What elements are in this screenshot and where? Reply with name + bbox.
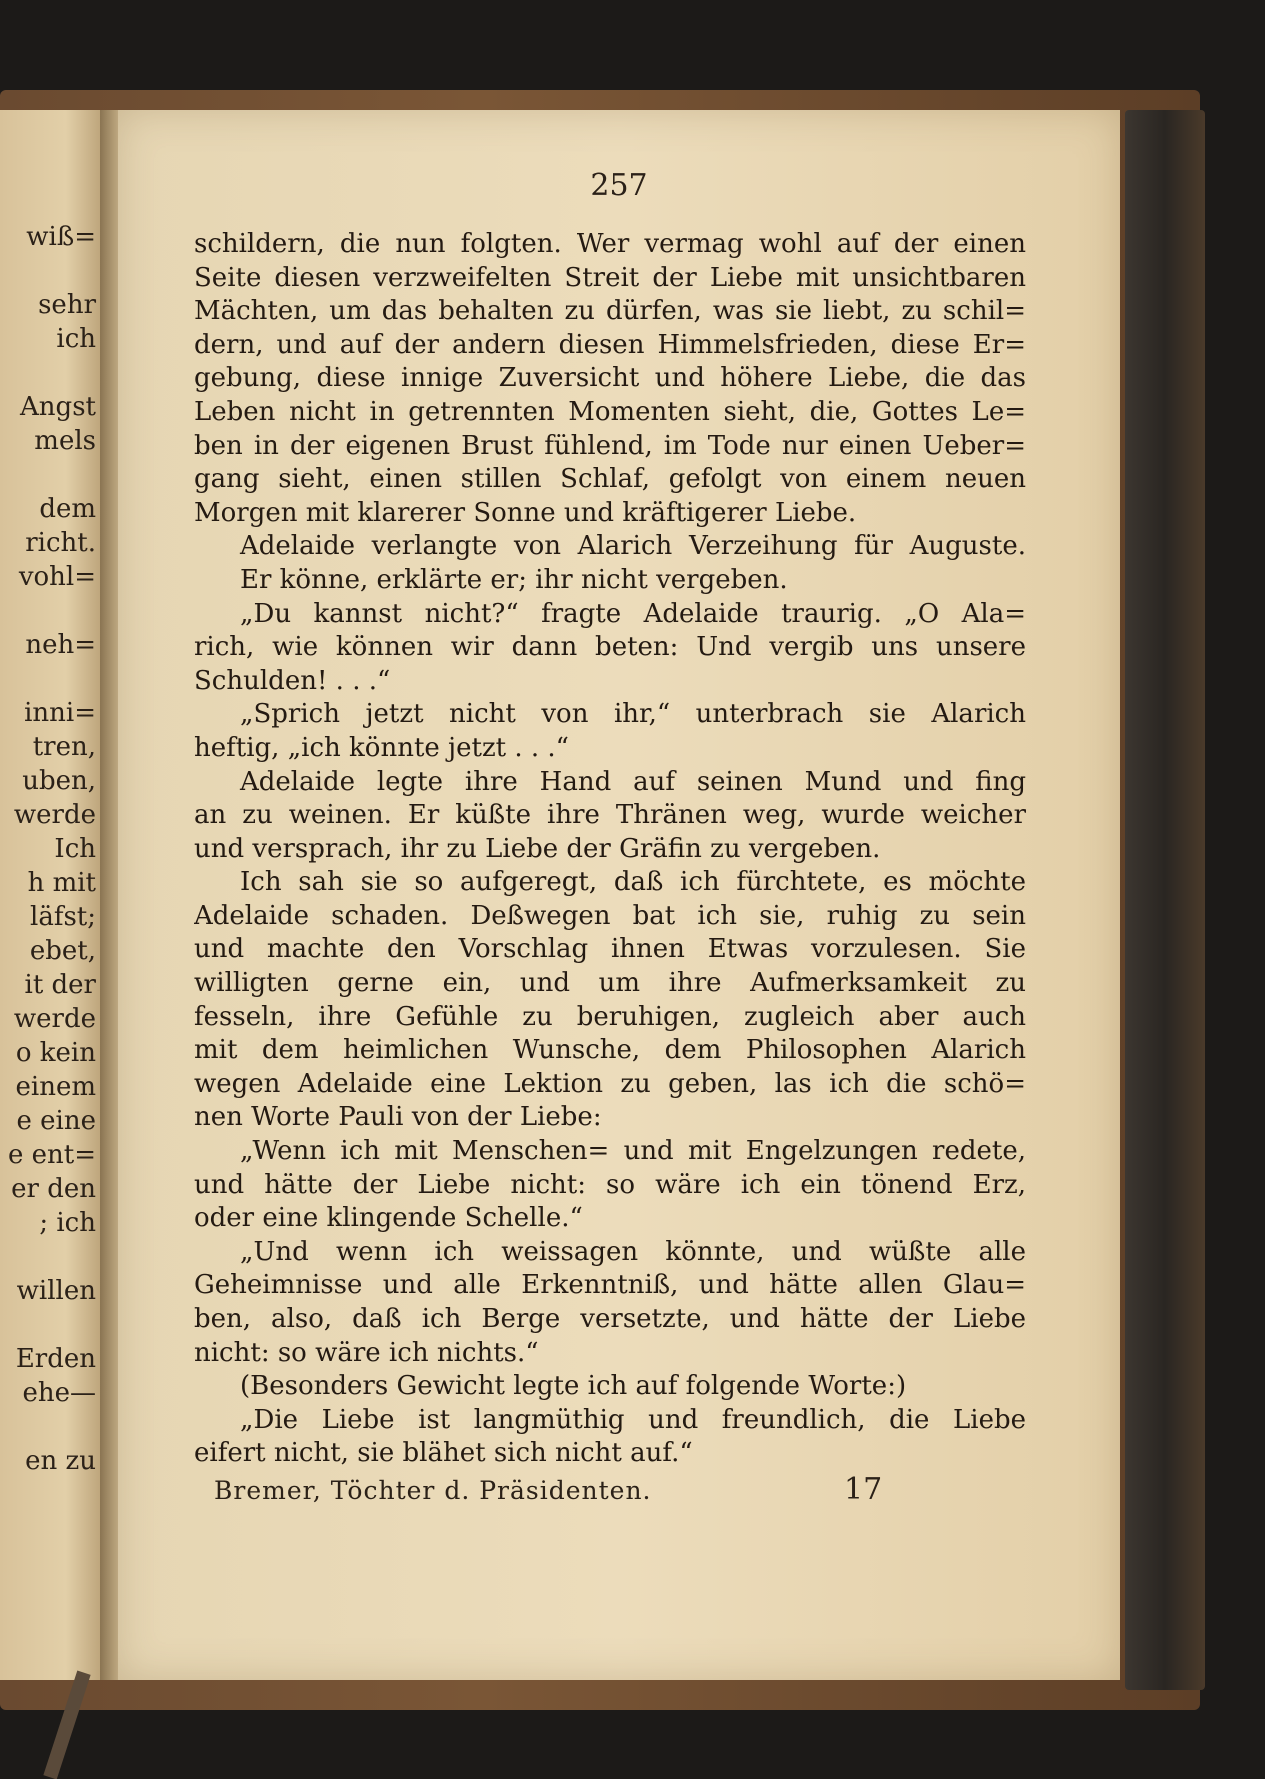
- text-line: dern, und auf der andern diesen Himmelsfrieden, diese Er=: [194, 329, 1026, 360]
- text-line: Adelaide schaden. Deßwegen bat ich sie, ruhig zu sein: [194, 900, 1026, 931]
- text-line: Schulden! . . .“: [194, 665, 391, 696]
- left-page-fragment: wiß=: [26, 222, 96, 252]
- text-line: (Besonders Gewicht legte ich auf folgende Worte:): [240, 1371, 907, 1402]
- text-line: eifert nicht, sie blähet sich nicht auf.“: [194, 1438, 693, 1469]
- left-page-fragment: er den: [11, 1174, 96, 1204]
- left-page-fragment: en zu: [25, 1446, 96, 1476]
- left-page-fragment: einem: [15, 1072, 96, 1102]
- text-line: „Die Liebe ist langmüthig und freundlich, die Liebe: [240, 1404, 1026, 1435]
- left-page-fragment: ; ich: [39, 1208, 96, 1238]
- text-line: und versprach, ihr zu Liebe der Gräfin zu vergeben.: [194, 833, 881, 864]
- left-page-fragment: [6, 254, 106, 288]
- left-page-fragment: Erden: [15, 1344, 96, 1374]
- text-line: Ich sah sie so aufgeregt, daß ich fürchtete, es möchte: [240, 867, 1026, 898]
- text-line: gang sieht, einen stillen Schlaf, gefolgt von einem neuen: [194, 464, 1026, 495]
- text-line: ben in der eigenen Brust fühlend, im Tode nur einen Ueber=: [194, 430, 1026, 461]
- left-page-fragment: e eine: [16, 1106, 96, 1136]
- text-line: „Du kannst nicht?“ fragte Adelaide traurig. „O Ala=: [240, 598, 1026, 629]
- text-line: Morgen mit klarerer Sonne und kräftigerer Liebe.: [194, 497, 857, 528]
- left-page-fragment: h mit: [27, 868, 96, 898]
- text-line: fesseln, ihre Gefühle zu beruhigen, zugleich aber auch: [194, 1001, 1026, 1032]
- text-line: „Sprich jetzt nicht von ihr,“ unterbrach sie Alarich: [240, 699, 1026, 730]
- left-page-fragment: richt.: [25, 528, 96, 558]
- text-line: „Und wenn ich weissagen könnte, und wüßte alle: [240, 1236, 1026, 1267]
- left-page-fragment: Ich: [54, 834, 96, 864]
- left-page-fragment: tren,: [32, 732, 96, 762]
- text-line: wegen Adelaide eine Lektion zu geben, las ich die schö=: [194, 1068, 1026, 1099]
- text-line: nicht: so wäre ich nichts.“: [194, 1337, 539, 1368]
- page-number: 257: [590, 168, 648, 203]
- left-page-fragment: o kein: [15, 1038, 96, 1068]
- text-line: Mächten, um das behalten zu dürfen, was sie liebt, zu schil=: [194, 296, 1026, 327]
- left-page-fragment: inni=: [24, 698, 96, 728]
- left-page-fragment: sehr: [38, 290, 96, 320]
- left-page-fragment: werde: [13, 1004, 96, 1034]
- left-page-fragment: [6, 662, 106, 696]
- left-page-fragment: [6, 458, 106, 492]
- text-line: an zu weinen. Er küßte ihre Thränen weg, wurde weicher: [194, 800, 1026, 831]
- text-line: Adelaide verlangte von Alarich Verzeihung für Auguste.: [240, 531, 1026, 562]
- left-page-fragment: [6, 594, 106, 628]
- text-line: mit dem heimlichen Wunsche, dem Philosophen Alarich: [194, 1035, 1026, 1066]
- left-page-fragment: [6, 1240, 106, 1274]
- left-page-fragment: werde: [13, 800, 96, 830]
- text-line: und machte den Vorschlag ihnen Etwas vorzulesen. Sie: [194, 934, 1026, 965]
- left-page-fragment: ich: [56, 324, 96, 354]
- right-page: [118, 110, 1120, 1680]
- text-line: und hätte der Liebe nicht: so wäre ich ein tönend Erz,: [194, 1169, 1026, 1200]
- text-line: nen Worte Pauli von der Liebe:: [194, 1102, 602, 1133]
- text-line: schildern, die nun folgten. Wer vermag wohl auf der einen: [194, 229, 1026, 259]
- text-line: heftig, „ich könnte jetzt . . .“: [194, 732, 569, 763]
- left-page: [0, 110, 110, 1680]
- left-page-fragment: uben,: [22, 766, 96, 796]
- cover-edge: [1125, 110, 1205, 1690]
- text-line: Leben nicht in getrennten Momenten sieht, die, Gottes Le=: [194, 396, 1026, 427]
- text-line: „Wenn ich mit Menschen= und mit Engelzungen redete,: [240, 1136, 1026, 1167]
- left-page-fragment: vohl=: [18, 562, 96, 592]
- left-page-fragment: [6, 356, 106, 390]
- text-line: willigten gerne ein, und um ihre Aufmerksamkeit zu: [194, 968, 1026, 999]
- left-page-fragment: willen: [16, 1276, 96, 1306]
- text-line: Seite diesen verzweifelten Streit der Liebe mit unsichtbaren: [194, 262, 1026, 293]
- text-line: oder eine klingende Schelle.“: [194, 1203, 583, 1234]
- left-page-fragment: Angst: [20, 392, 96, 422]
- left-page-text: [6, 220, 106, 1478]
- text-line: gebung, diese innige Zuversicht und höhere Liebe, die das: [194, 363, 1026, 394]
- left-page-fragment: ehe—: [22, 1378, 96, 1408]
- left-page-fragment: [6, 1410, 106, 1444]
- left-page-fragment: neh=: [25, 630, 96, 660]
- signature-mark: Bremer, Töchter d. Präsidenten.: [214, 1476, 652, 1505]
- signature-number: 17: [844, 1472, 883, 1507]
- left-page-fragment: mels: [34, 426, 96, 456]
- left-page-fragment: ebet,: [29, 936, 96, 966]
- text-line: rich, wie können wir dann beten: Und vergib uns unsere: [194, 632, 1026, 663]
- text-line: Adelaide legte ihre Hand auf seinen Mund und fing: [240, 766, 1026, 797]
- text-line: Geheimnisse und alle Erkenntniß, und hätte allen Glau=: [194, 1270, 1026, 1301]
- text-line: ben, also, daß ich Berge versetzte, und hätte der Liebe: [194, 1304, 1026, 1334]
- left-page-fragment: e ent=: [7, 1140, 96, 1170]
- left-page-fragment: [6, 1308, 106, 1342]
- left-page-fragment: it der: [24, 970, 96, 1000]
- page-body-text: [194, 228, 1026, 1471]
- text-line: Er könne, erklärte er; ihr nicht vergeben.: [240, 564, 788, 595]
- left-page-fragment: dem: [39, 494, 96, 524]
- left-page-fragment: läfst;: [30, 902, 96, 932]
